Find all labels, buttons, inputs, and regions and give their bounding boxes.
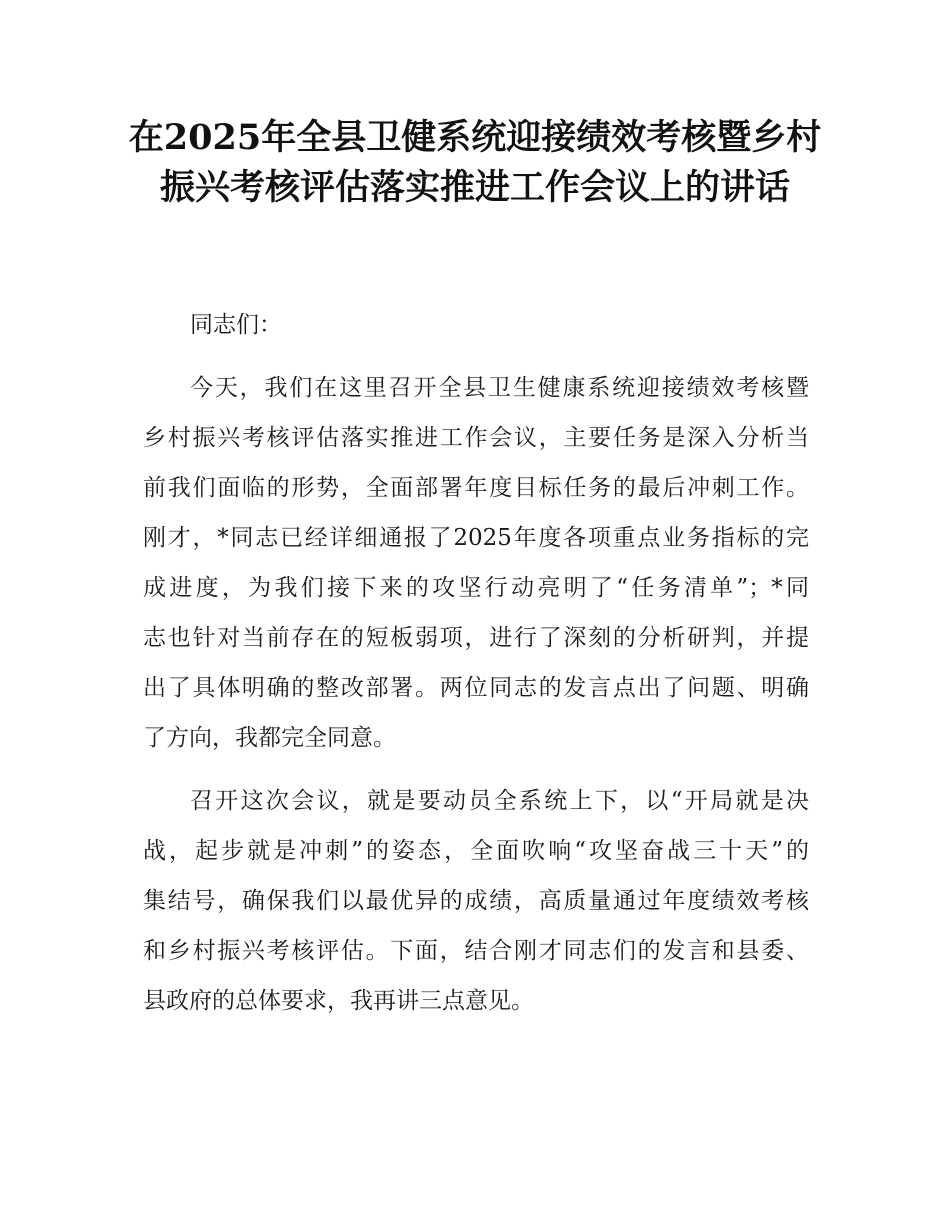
salutation-text: 同志们：	[190, 312, 282, 338]
paragraph-line: 成进度，为我们接下来的攻坚行动亮明了“任务清单”；*同	[143, 575, 809, 601]
page-title	[100, 113, 850, 213]
paragraph-line: 和乡村振兴考核评估。下面，结合刚才同志们的发言和县委、	[143, 938, 809, 964]
paragraph-line: 召开这次会议，就是要动员全系统上下，以“开局就是决	[190, 788, 809, 814]
paragraph-line: 刚才，*同志已经详细通报了2025年度各项重点业务指标的完	[143, 525, 809, 551]
paragraph-line: 集结号，确保我们以最优异的成绩，高质量通过年度绩效考核	[143, 888, 809, 914]
title-line-1: 在2025年全县卫健系统迎接绩效考核暨乡村	[128, 117, 822, 158]
paragraph-line: 前我们面临的形势，全面部署年度目标任务的最后冲刺工作。	[143, 475, 809, 501]
paragraph-line: 出了具体明确的整改部署。两位同志的发言点出了问题、明确	[143, 675, 809, 701]
paragraph-line: 县政府的总体要求，我再讲三点意见。	[143, 988, 534, 1014]
paragraph-line: 今天，我们在这里召开全县卫生健康系统迎接绩效考核暨	[190, 375, 809, 401]
paragraph-line: 乡村振兴考核评估落实推进工作会议，主要任务是深入分析当	[143, 425, 809, 451]
paragraph-line: 战，起步就是冲刺”的姿态，全面吹响“攻坚奋战三十天”的	[143, 838, 809, 864]
paragraph-line: 志也针对当前存在的短板弱项，进行了深刻的分析研判，并提	[143, 625, 809, 651]
paragraph-line: 了方向，我都完全同意。	[143, 725, 396, 751]
title-line-2: 振兴考核评估落实推进工作会议上的讲话	[159, 167, 790, 208]
